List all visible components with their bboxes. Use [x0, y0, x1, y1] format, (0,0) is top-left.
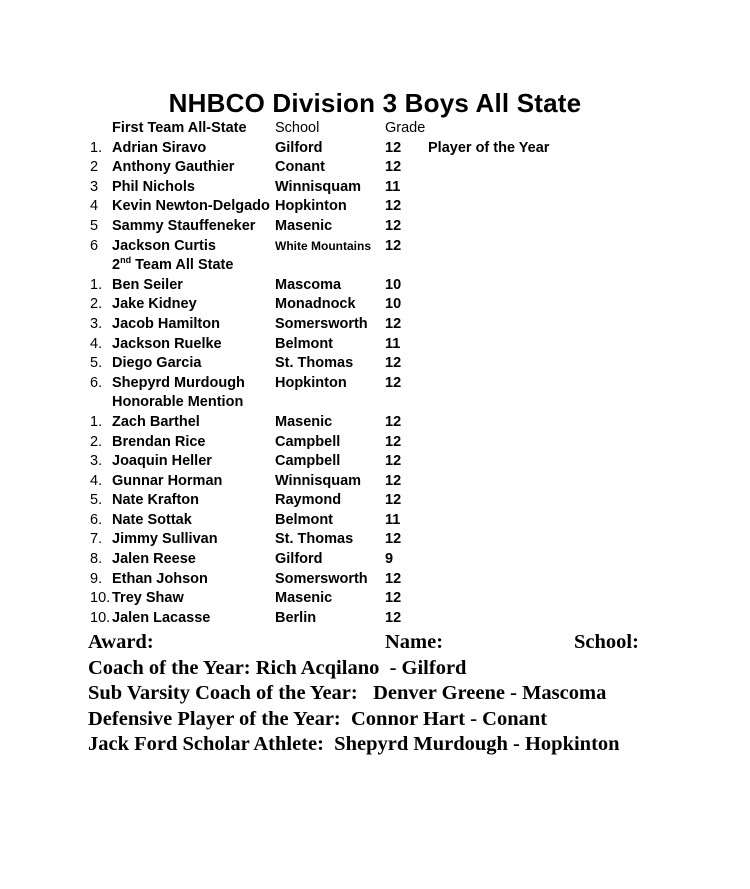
row-grade: 10 [385, 296, 402, 313]
row-school: Somersworth [275, 570, 368, 587]
row-grade: 12 [385, 315, 402, 332]
row-num: 2. [90, 433, 103, 450]
row-school: Belmont [275, 511, 333, 528]
row-name: Jacob Hamilton [112, 315, 220, 332]
row-grade: 11 [385, 335, 401, 352]
row-grade: 12 [385, 492, 402, 509]
row-school: Masenic [275, 590, 333, 607]
row-num: 4. [90, 472, 103, 489]
row-name: Kevin Newton-Delgado [112, 198, 270, 215]
row-num: 4 [90, 198, 99, 215]
row-school: Conant [275, 159, 325, 176]
row-name: Jake Kidney [112, 296, 197, 313]
row-name: Shepyrd Murdough [112, 374, 245, 391]
name-column-header: Name: [385, 631, 444, 653]
row-num: 9. [90, 570, 103, 587]
row-grade: 12 [385, 453, 402, 470]
row-grade: 12 [385, 472, 402, 489]
row-grade: 10 [385, 276, 402, 293]
page-title: NHBCO Division 3 Boys All State [168, 88, 582, 118]
row-num: 4. [90, 335, 103, 352]
school-column-header: School [275, 120, 320, 136]
row-school: Winnisquam [275, 178, 362, 195]
row-name: Nate Krafton [112, 492, 200, 509]
row-name: Jackson Curtis [112, 237, 216, 254]
row-num: 6. [90, 374, 103, 391]
row-grade: 9 [385, 551, 394, 568]
row-grade: 12 [385, 159, 402, 176]
row-school: Monadnock [275, 296, 356, 313]
row-name: Jimmy Sullivan [112, 531, 218, 548]
row-school: Masenic [275, 413, 333, 430]
row-name: Zach Barthel [112, 413, 200, 430]
row-school: White Mountains [275, 238, 371, 253]
row-school: Campbell [275, 433, 341, 450]
row-num: 2. [90, 296, 103, 313]
row-name: Jackson Ruelke [112, 335, 222, 352]
row-num: 5. [90, 355, 103, 372]
row-name: Gunnar Horman [112, 472, 223, 489]
row-grade: 12 [385, 413, 402, 430]
row-num: 10. [90, 609, 111, 626]
row-name: Joaquin Heller [112, 453, 212, 470]
row-note: Player of the Year [428, 139, 550, 156]
row-name: Diego Garcia [112, 355, 202, 372]
awards-header [88, 630, 688, 656]
row-grade: 12 [385, 590, 402, 607]
row-grade: 11 [385, 511, 401, 528]
row-name: Jalen Reese [112, 551, 196, 568]
row-grade: 12 [385, 570, 402, 587]
row-name: Phil Nichols [112, 178, 195, 195]
row-grade: 12 [385, 198, 402, 215]
row-grade: 12 [385, 217, 402, 234]
row-grade: 11 [385, 178, 401, 195]
row-num: 3. [90, 453, 103, 470]
row-name: Trey Shaw [112, 590, 184, 607]
row-grade: 12 [385, 139, 402, 156]
award-column-header: Award: [88, 631, 154, 653]
row-num: 7. [90, 531, 103, 548]
row-num: 5. [90, 492, 103, 509]
row-name: Ben Seiler [112, 276, 183, 293]
row-num: 6 [90, 237, 99, 254]
row-grade: 12 [385, 531, 402, 548]
row-name: Anthony Gauthier [112, 159, 235, 176]
awards-section [88, 630, 688, 758]
second-team-sup: nd [120, 255, 132, 266]
award-line: Defensive Player of the Year: Connor Hart - Conant [88, 707, 548, 730]
row-grade: 12 [385, 237, 402, 254]
second-team-suffix: Team All State [131, 257, 234, 274]
row-num: 5 [90, 217, 99, 234]
row-num: 3 [90, 178, 99, 195]
row-school: Raymond [275, 492, 342, 509]
row-school: Hopkinton [275, 374, 347, 391]
row-num: 3. [90, 315, 103, 332]
award-line: Jack Ford Scholar Athlete: Shepyrd Murdough - Hopkinton [88, 733, 620, 755]
row-school: Hopkinton [275, 198, 347, 215]
school-column-header: School: [574, 631, 639, 653]
award-line: Sub Varsity Coach of the Year: Denver Greene - Mascoma [88, 682, 607, 704]
row-name: Nate Sottak [112, 511, 192, 528]
row-school: Belmont [275, 335, 333, 352]
row-grade: 12 [385, 355, 402, 372]
row-school: St. Thomas [275, 355, 354, 372]
grade-column-header: Grade [385, 120, 426, 136]
row-school: St. Thomas [275, 531, 354, 548]
row-num: 1. [90, 139, 103, 156]
row-name: Jalen Lacasse [112, 609, 211, 626]
row-name: Adrian Siravo [112, 139, 207, 156]
award-line: Coach of the Year: Rich Acqilano - Gilford [88, 656, 467, 679]
row-num: 10. [90, 590, 111, 607]
row-num: 2 [90, 159, 99, 176]
row-school: Berlin [275, 609, 317, 626]
row-name: Sammy Stauffeneker [112, 217, 256, 234]
first-team-label: First Team All-State [112, 120, 247, 136]
row-school: Somersworth [275, 315, 368, 332]
row-school: Gilford [275, 551, 323, 568]
row-grade: 12 [385, 374, 402, 391]
row-name: Ethan Johson [112, 570, 208, 587]
row-name: Brendan Rice [112, 433, 206, 450]
row-num: 1. [90, 413, 103, 430]
row-num: 1. [90, 276, 103, 293]
second-team-prefix: 2 [112, 257, 121, 274]
row-school: Masenic [275, 217, 333, 234]
row-grade: 12 [385, 609, 402, 626]
row-school: Campbell [275, 453, 341, 470]
row-grade: 12 [385, 433, 402, 450]
row-num: 8. [90, 551, 103, 568]
row-school: Winnisquam [275, 472, 362, 489]
row-school: Mascoma [275, 276, 342, 293]
row-school: Gilford [275, 139, 323, 156]
row-num: 6. [90, 511, 103, 528]
